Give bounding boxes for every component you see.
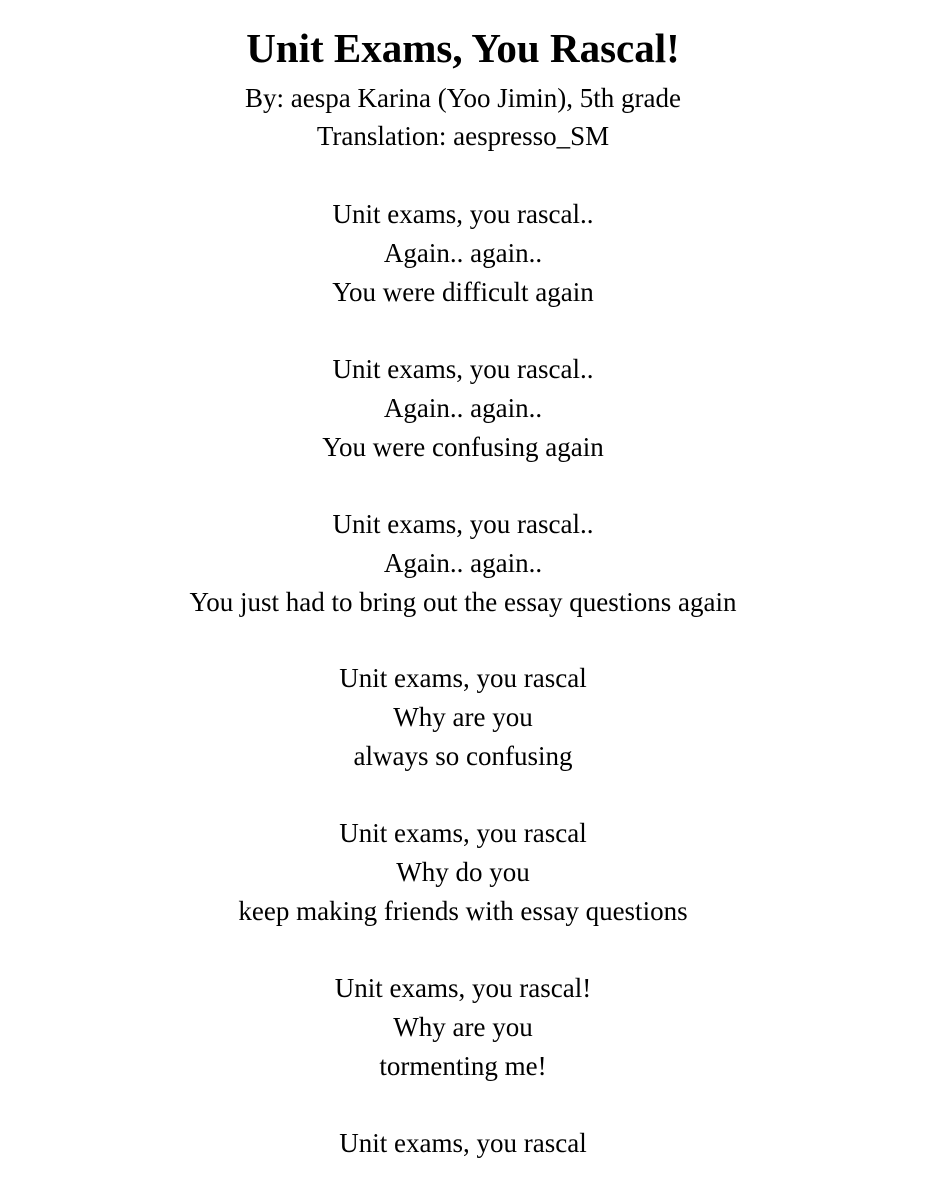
translation-credit: Translation: aespresso_SM bbox=[316, 121, 610, 151]
poem-line: Again.. again.. bbox=[383, 238, 543, 268]
poem-line: tormenting me! bbox=[379, 1051, 547, 1081]
poem-line: Why are you bbox=[393, 702, 533, 732]
poem-line: Unit exams, you rascal bbox=[339, 663, 587, 693]
poem-line: You just had to bring out the essay questions again bbox=[189, 587, 737, 617]
poem-line: Unit exams, you rascal.. bbox=[332, 354, 594, 384]
poem-line: Why are you bbox=[393, 1012, 533, 1042]
poem-line: Unit exams, you rascal! bbox=[334, 973, 592, 1003]
poem-line: You were difficult again bbox=[332, 277, 594, 307]
poem-line: Unit exams, you rascal bbox=[339, 818, 587, 848]
byline: By: aespa Karina (Yoo Jimin), 5th grade bbox=[245, 83, 681, 113]
poem-line: Unit exams, you rascal.. bbox=[332, 199, 594, 229]
poem-line: Again.. again.. bbox=[383, 548, 543, 578]
poem-line: Why do you bbox=[396, 857, 530, 887]
poem-line: Again.. again.. bbox=[383, 393, 543, 423]
poem-line: You were confusing again bbox=[322, 432, 604, 462]
poem-line: always so confusing bbox=[353, 741, 573, 771]
poem-line: keep making friends with essay questions bbox=[238, 896, 688, 926]
poem-title: Unit Exams, You Rascal! bbox=[246, 25, 680, 71]
poem-line: Unit exams, you rascal.. bbox=[332, 509, 594, 539]
poem-line: Unit exams, you rascal bbox=[339, 1128, 587, 1158]
